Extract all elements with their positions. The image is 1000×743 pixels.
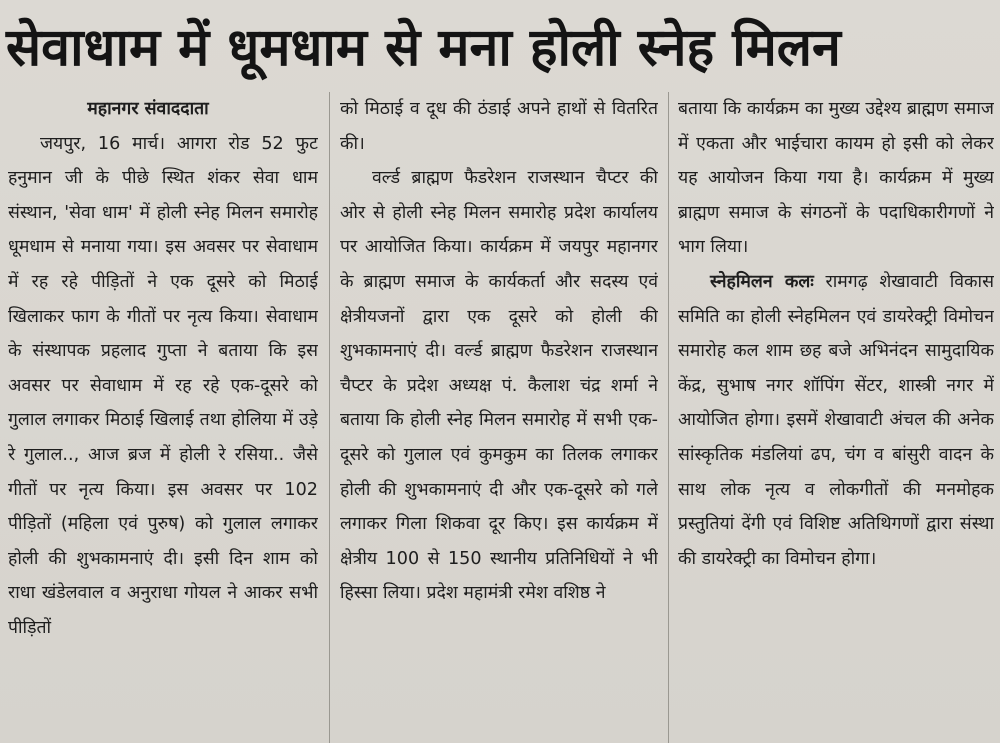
byline: महानगर संवाददाता (87, 99, 209, 119)
column-3-paragraph-2 (678, 265, 994, 576)
column-3-paragraph-2-text: रामगढ़ शेखावाटी विकास समिति का होली स्नेहमिलन एवं डायरेक्ट्री विमोचन समारोह कल शाम छह बजे अभिनंदन सामुदायिक केंद्र, सुभाष नगर शॉपिंग सेंटर, शास्त्री नगर में आयोजित होगा। इसमें शेखावाटी अंचल की अनेक सांस्कृतिक मंडलियां ढप, चंग व बांसुरी वादन के साथ लोक नृत्य व लोकगीतों की मनमोहक प्रस्तुतियां देंगी एवं विशिष्ट अतिथिगणों द्वारा संस्था की डायरेक्ट्री का विमोचन होगा। (678, 271, 994, 569)
column-1-paragraph: जयपुर, 16 मार्च। आगरा रोड 52 फुट हनुमान जी के पीछे स्थित शंकर सेवा धाम संस्थान, 'सेवा धाम' में होली स्नेह मिलन समारोह धूमधाम से मनाया गया। इस अवसर पर सेवाधाम में रह रहे पीड़ितों ने एक दूसरे को मिठाई खिलाकर फाग के गीतों पर नृत्य किया। सेवाधाम के संस्थापक प्रहलाद गुप्ता ने बताया कि इस अवसर पर सेवाधाम में रह रहे एक-दूसरे को गुलाल लगाकर मिठाई खिलाई तथा होलिया में उड़े रे गुलाल.., आज ब्रज में होली रे रसिया.. जैसे गीतों पर नृत्य किया। इस अवसर पर 102 पीड़ितों (महिला एवं पुरुष) को गुलाल लगाकर होली की शुभकामनाएं दी। इसी दिन शाम को राधा खंडेलवाल व अनुराधा गोयल ने आकर सभी पीड़ितों (8, 133, 318, 638)
column-1 (8, 92, 318, 743)
column-2-paragraph-2: वर्ल्ड ब्राह्मण फैडरेशन राजस्थान चैप्टर की ओर से होली स्नेह मिलन समारोह प्रदेश कार्यालय पर आयोजित किया। कार्यक्रम में जयपुर महानगर के ब्राह्मण समाज के कार्यकर्ता और सदस्य एवं क्षेत्रीयजनों द्वारा एक दूसरे को होली की शुभकामनाएं दी। वर्ल्ड ब्राह्मण फैडरेशन राजस्थान चैप्टर के प्रदेश अध्यक्ष पं. कैलाश चंद्र शर्मा ने बताया कि होली स्नेह मिलन समारोह में सभी एक-दूसरे को गुलाल एवं कुमकुम का तिलक लगाकर होली की शुभकामनाएं दी और एक-दूसरे को गले लगाकर गिला शिकवा दूर किए। इस कार्यक्रम में क्षेत्रीय 100 से 150 स्थानीय प्रतिनिधियों ने भी हिस्सा लिया। प्रदेश महामंत्री रमेश वशिष्ठ ने (340, 168, 658, 604)
column-3-paragraph-1: बताया कि कार्यक्रम का मुख्य उद्देश्य ब्राह्मण समाज में एकता और भाईचारा कायम हो इसी को लेकर यह आयोजन किया गया है। कार्यक्रम में मुख्य ब्राह्मण समाज के संगठनों के पदाधिकारीगणों ने भाग लिया। (678, 99, 994, 258)
column-2 (340, 92, 658, 743)
column-divider (329, 92, 330, 743)
column-3 (678, 92, 994, 743)
subheading: स्नेहमिलन कलः (710, 271, 814, 292)
column-divider (668, 92, 669, 743)
headline: सेवाधाम में धूमधाम से मना होली स्नेह मिलन (6, 18, 841, 78)
column-2-paragraph-1: को मिठाई व दूध की ठंडाई अपने हाथों से वितरित की। (340, 99, 658, 154)
